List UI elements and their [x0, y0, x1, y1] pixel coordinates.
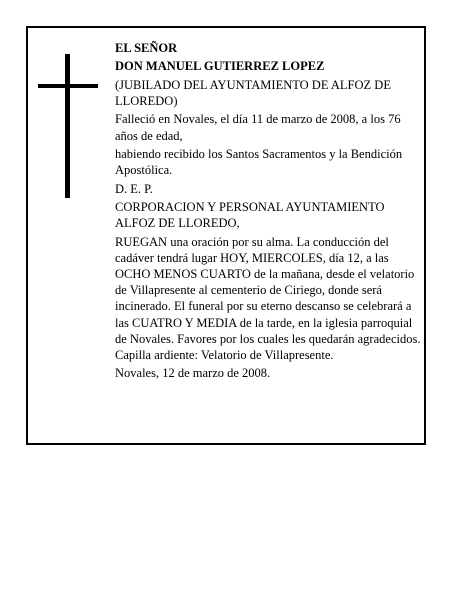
notice-text [115, 40, 422, 384]
notice-title: EL SEÑOR [115, 41, 178, 55]
sender-text: CORPORACION Y PERSONAL AYUNTAMIENTO ALFOZ DE LLOREDO, [115, 199, 385, 231]
rip-text: D. E. P. [115, 181, 153, 196]
deceased-occupation: (JUBILADO DEL AYUNTAMIENTO DE ALFOZ DE LLOREDO) [115, 77, 391, 108]
funeral-details: RUEGAN una oración por su alma. La conducción del cadáver tendrá lugar HOY, MIERCOLES, día 12, a las OCHO MENOS CUARTO de la mañana, desde el velatorio de Villapresente al cementerio de Ciriego, donde será incinerado. El funeral por su eterno descanso se celebrará a las CUATRO Y MEDIA de la tarde, en la iglesia parroquial de Novales. Favores por los cuales les quedarán agradecidos. Capilla ardiente: Velatorio de Villapresente. [115, 234, 421, 362]
sacraments-text: habiendo recibido los Santos Sacramentos y la Bendición Apostólica. [115, 146, 403, 178]
cross-vertical-bar [65, 54, 70, 198]
cross-icon [38, 54, 98, 198]
obituary-notice [26, 26, 426, 445]
cross-horizontal-bar [38, 84, 98, 88]
death-details: Falleció en Novales, el día 11 de marzo de 2008, a los 76 años de edad, [115, 112, 401, 143]
deceased-name: DON MANUEL GUTIERREZ LOPEZ [115, 59, 325, 74]
place-date: Novales, 12 de marzo de 2008. [115, 366, 271, 381]
